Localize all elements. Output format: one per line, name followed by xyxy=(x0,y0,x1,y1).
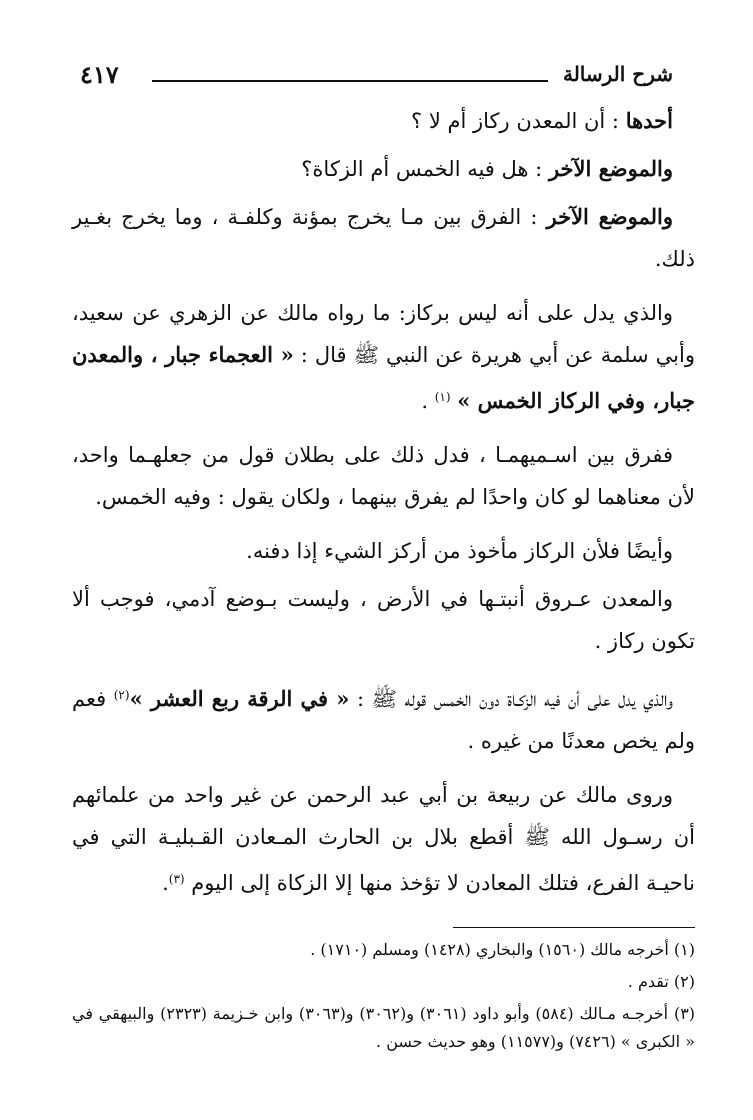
paragraph-5 xyxy=(72,434,695,518)
paragraph-text: والذي يدل على أنه ليس بركاز: ما رواه مالك عن الزهري عن سعيد، وأبي سلمة عن أبي هريرة عن النبي ﷺ قال : xyxy=(72,301,695,367)
page-body xyxy=(72,100,695,916)
footnote-text: تقدم . xyxy=(627,972,669,991)
paragraph-9 xyxy=(72,774,695,904)
paragraph-8 xyxy=(72,674,695,762)
footnote-2 xyxy=(72,968,695,996)
paragraph-1 xyxy=(72,100,695,142)
hadith-quote: « العجماء جبار ، والمعدن جبار، وفي الركاز الخمس » xyxy=(72,342,695,413)
paragraph-text: والذي يدل على أن فيه الزكـاة دون الخمس قوله ﷺ : xyxy=(357,687,674,711)
header-rule xyxy=(152,80,548,82)
paragraph-text: ففرق بين اسـميهمـا ، فدل ذلك على بطلان قول من جعلهـما واحد، لأن معناهما لو كان واحدًا لم يفرق بينهما ، ولكان يقول : وفيه الخمس. xyxy=(72,443,695,509)
paragraph-text: والمعدن عـروق أنبتـها في الأرض ، وليست بـوضع آدمي، فوجب ألا تكون ركاز . xyxy=(72,587,695,653)
running-title: شرح الرسالة xyxy=(562,62,673,86)
footnote-mark: (٢) xyxy=(673,972,695,991)
paragraph-4 xyxy=(72,292,695,422)
footnote-1 xyxy=(72,936,695,964)
paragraph-lead: والموضع الآخر xyxy=(548,156,673,181)
paragraph-text: وروى مالك عن ربيعة بن أبي عبد الرحمن عن غير واحد من علمائهم أن رسـول الله ﷺ أقطع بلال بن الحارث المـعادن القـبليـة التي في ناحيـة الفرع، فتلك المعادن لا تؤخذ منها إلا الزكاة إلى اليوم xyxy=(72,783,695,895)
paragraph-text: : هل فيه الخمس أم الزكاة؟ xyxy=(301,157,543,181)
footnotes xyxy=(72,927,695,1060)
paragraph-tail: فعم ولم يخص معدنًا من غيره . xyxy=(72,687,695,753)
footnote-ref: (٣) xyxy=(168,872,185,886)
page-number: ٤١٧ xyxy=(80,60,119,89)
footnote-rule xyxy=(453,927,695,928)
paragraph-2 xyxy=(72,148,695,190)
footnote-mark: (٣) xyxy=(673,1004,696,1023)
paragraph-3 xyxy=(72,196,695,280)
paragraph-7 xyxy=(72,578,695,662)
hadith-quote: « في الرقة ربع العشر » xyxy=(129,686,350,711)
paragraph-lead: أحدها xyxy=(625,108,673,133)
paragraph-lead: والموضع الآخر xyxy=(546,204,673,229)
footnote-text: أخرجه مالك (١٥٦٠) والبخاري (١٤٢٨) ومسلم (١٧١٠) . xyxy=(310,940,669,959)
paragraph-text: : الفرق بين مـا يخرج بمؤنة وكلفـة ، وما يخرج بغـير ذلك. xyxy=(72,205,695,271)
paragraph-tail: . xyxy=(421,389,435,413)
footnote-ref: (١) xyxy=(434,390,451,404)
footnote-mark: (١) xyxy=(673,940,695,959)
paragraph-text: وأيضًا فلأن الركاز مأخوذ من أركز الشيء إذا دفنه. xyxy=(246,539,673,563)
paragraph-text: : أن المعدن ركاز أم لا ؟ xyxy=(411,109,619,133)
footnote-ref: (٢) xyxy=(113,688,130,702)
footnote-3 xyxy=(72,1000,695,1056)
footnote-text: أخرجـه مـالك (٥٨٤) وأبو داود (٣٠٦١) و(٣٠٦٢) و(٣٠٦٣) وابن خـزيمة (٢٣٢٣) والبيهقي في « الكبرى » (٧٤٢٦) و(١١٥٧٧) وهو حديث حسن . xyxy=(72,1004,695,1051)
page-header xyxy=(80,58,673,98)
paragraph-tail: . xyxy=(162,871,169,895)
paragraph-6 xyxy=(72,530,695,572)
